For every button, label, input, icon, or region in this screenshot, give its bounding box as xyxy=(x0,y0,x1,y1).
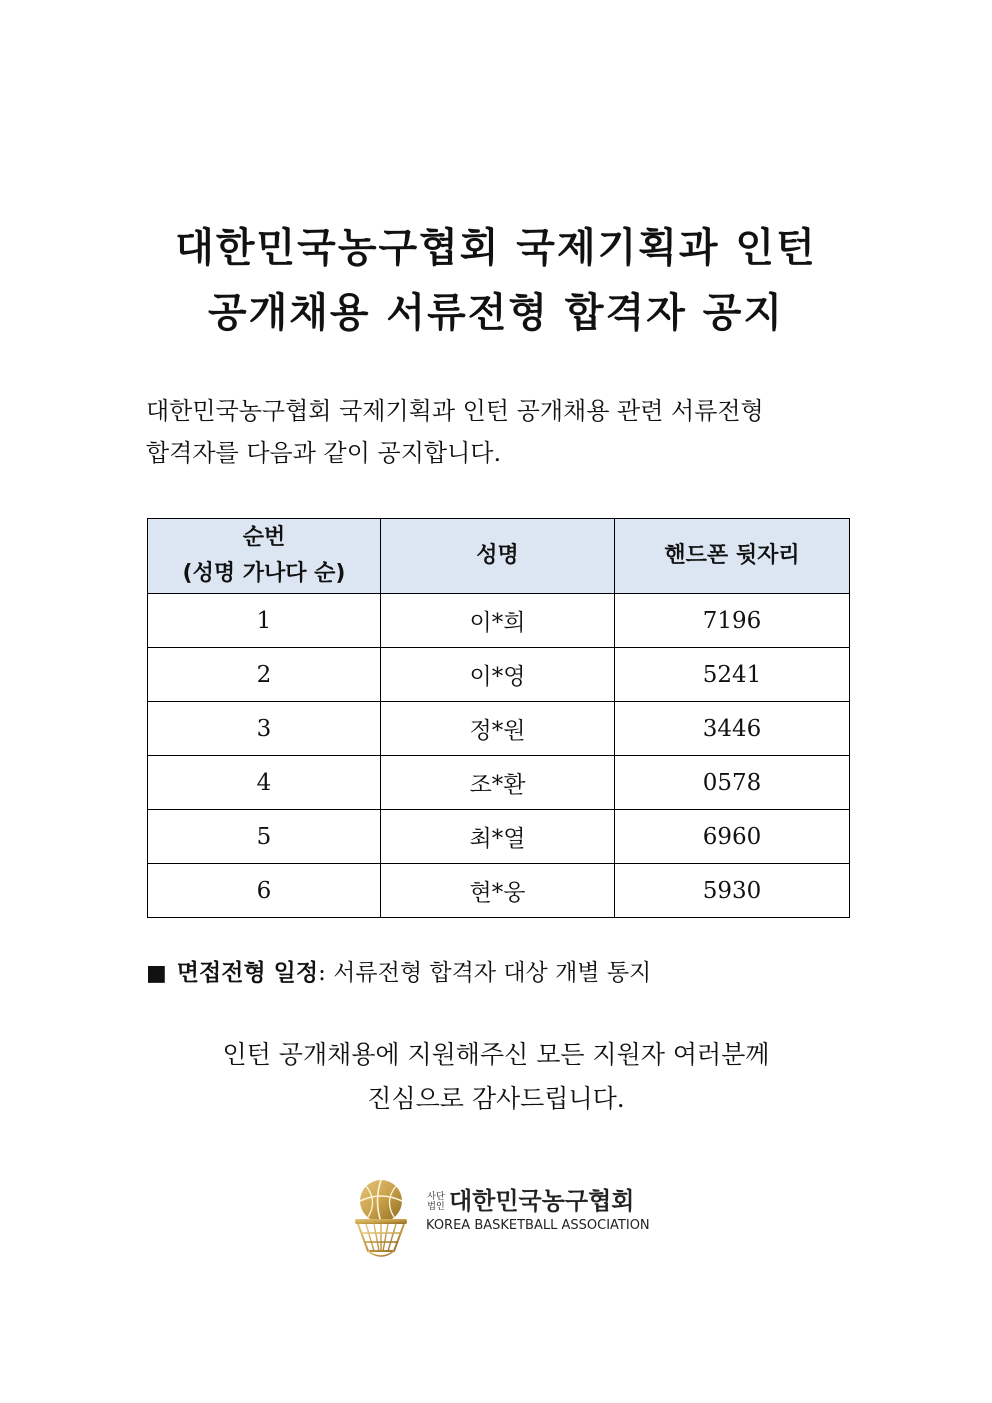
cell-phone: 6960 xyxy=(615,810,850,864)
table-row xyxy=(148,810,850,864)
header-order-note: (성명 가나다 순) xyxy=(182,561,346,586)
cell-order: 1 xyxy=(148,594,381,648)
header-order-label: 순번 xyxy=(242,525,286,550)
interview-schedule xyxy=(146,958,651,989)
logo-prefix-line-1: 사단 xyxy=(427,1192,445,1202)
basketball-emblem-icon xyxy=(348,1177,414,1259)
cell-order: 2 xyxy=(148,648,381,702)
cell-phone: 5241 xyxy=(615,648,850,702)
table-row xyxy=(148,594,850,648)
cell-name: 최*열 xyxy=(381,810,615,864)
table-row xyxy=(148,702,850,756)
thanks-line-2: 진심으로 감사드립니다. xyxy=(367,1084,625,1113)
cell-phone: 5930 xyxy=(615,864,850,918)
results-table xyxy=(147,518,850,918)
cell-phone: 7196 xyxy=(615,594,850,648)
thanks-line-1: 인턴 공개채용에 지원해주신 모든 지원자 여러분께 xyxy=(222,1040,770,1069)
intro-line-1: 대한민국농구협회 국제기획과 인턴 공개채용 관련 서류전형 xyxy=(146,397,764,425)
logo-name-korean: 대한민국농구협회 xyxy=(449,1187,635,1215)
intro-line-2: 합격자를 다음과 같이 공지합니다. xyxy=(146,439,502,467)
table-row xyxy=(148,648,850,702)
table-row xyxy=(148,864,850,918)
title-line-2: 공개채용 서류전형 합격자 공지 xyxy=(207,290,785,336)
cell-phone: 3446 xyxy=(615,702,850,756)
table-header-row xyxy=(148,519,850,594)
cell-name: 이*희 xyxy=(381,594,615,648)
square-bullet-icon: ■ xyxy=(146,961,167,986)
cell-phone: 0578 xyxy=(615,756,850,810)
schedule-label: 면접전형 일정 xyxy=(176,960,319,986)
cell-name: 현*웅 xyxy=(381,864,615,918)
header-phone: 핸드폰 뒷자리 xyxy=(615,519,850,594)
header-order xyxy=(148,519,381,594)
cell-order: 6 xyxy=(148,864,381,918)
header-name: 성명 xyxy=(381,519,615,594)
logo-prefix xyxy=(425,1192,447,1212)
cell-name: 조*환 xyxy=(381,756,615,810)
cell-order: 5 xyxy=(148,810,381,864)
cell-name: 정*원 xyxy=(381,702,615,756)
cell-order: 4 xyxy=(148,756,381,810)
logo-name-english: KOREA BASKETBALL ASSOCIATION xyxy=(426,1218,650,1233)
table-row xyxy=(148,756,850,810)
kba-logo xyxy=(348,1177,648,1259)
logo-prefix-line-2: 법인 xyxy=(427,1202,445,1212)
schedule-text: : 서류전형 합격자 대상 개별 통지 xyxy=(318,960,652,986)
title-line-1: 대한민국농구협회 국제기획과 인턴 xyxy=(175,225,817,271)
cell-name: 이*영 xyxy=(381,648,615,702)
cell-order: 3 xyxy=(148,702,381,756)
